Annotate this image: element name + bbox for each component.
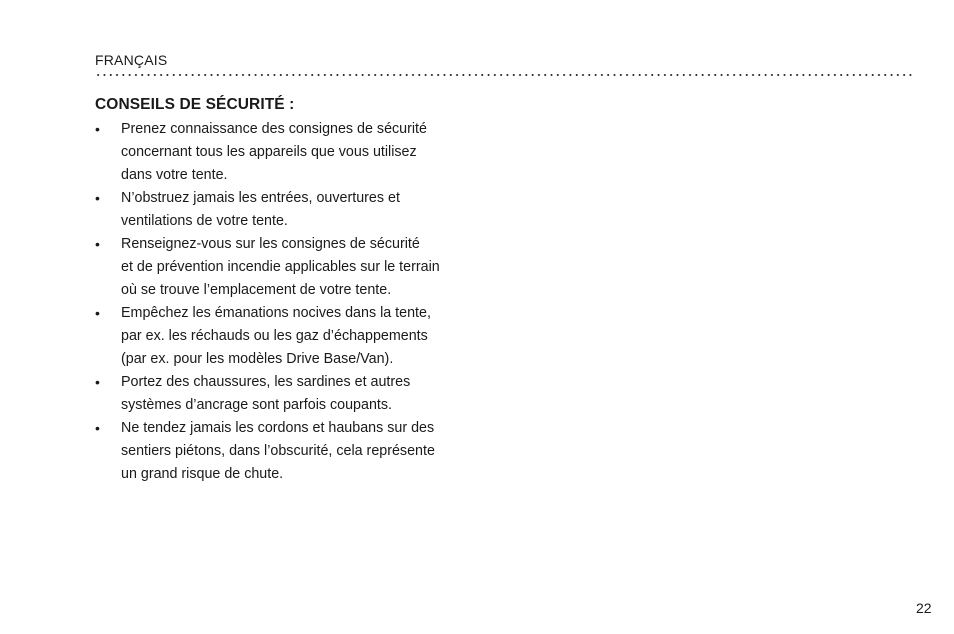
list-item-line: sentiers piétons, dans l’obscurité, cela représente xyxy=(121,443,435,459)
safety-tips-list xyxy=(95,118,515,486)
list-item-line: Renseignez-vous sur les consignes de sécurité xyxy=(121,236,420,252)
dotted-divider xyxy=(95,74,912,76)
list-item-line: Prenez connaissance des consignes de sécurité xyxy=(121,121,427,137)
section-title: CONSEILS DE SÉCURITÉ : xyxy=(95,96,295,113)
list-item xyxy=(95,371,515,417)
list-item-line: Portez des chaussures, les sardines et autres xyxy=(121,374,411,390)
list-item-line: et de prévention incendie applicables sur le terrain xyxy=(121,259,440,275)
bullet-icon: • xyxy=(95,190,100,206)
list-item-line: dans votre tente. xyxy=(121,167,228,183)
list-item-line: (par ex. pour les modèles Drive Base/Van). xyxy=(121,351,394,367)
list-item-line: ventilations de votre tente. xyxy=(121,213,288,229)
list-item-line: Ne tendez jamais les cordons et haubans sur des xyxy=(121,420,435,436)
bullet-icon: • xyxy=(95,121,100,137)
list-item-line: systèmes d’ancrage sont parfois coupants. xyxy=(121,397,392,413)
list-item xyxy=(95,187,515,233)
language-label: FRANÇAIS xyxy=(95,52,168,68)
list-item-line: par ex. les réchauds ou les gaz d’échappements xyxy=(121,328,428,344)
list-item-line: concernant tous les appareils que vous utilisez xyxy=(121,144,417,160)
bullet-icon: • xyxy=(95,305,100,321)
list-item-line: un grand risque de chute. xyxy=(121,466,284,482)
list-item-line: N’obstruez jamais les entrées, ouvertures et xyxy=(121,190,400,206)
list-item xyxy=(95,302,515,371)
bullet-icon: • xyxy=(95,236,100,252)
list-item xyxy=(95,118,515,187)
list-item-line: Empêchez les émanations nocives dans la tente, xyxy=(121,305,431,321)
list-item xyxy=(95,233,515,302)
bullet-icon: • xyxy=(95,374,100,390)
list-item-line: où se trouve l’emplacement de votre tente. xyxy=(121,282,392,298)
page-number: 22 xyxy=(916,600,932,616)
bullet-icon: • xyxy=(95,420,100,436)
list-item xyxy=(95,417,515,486)
